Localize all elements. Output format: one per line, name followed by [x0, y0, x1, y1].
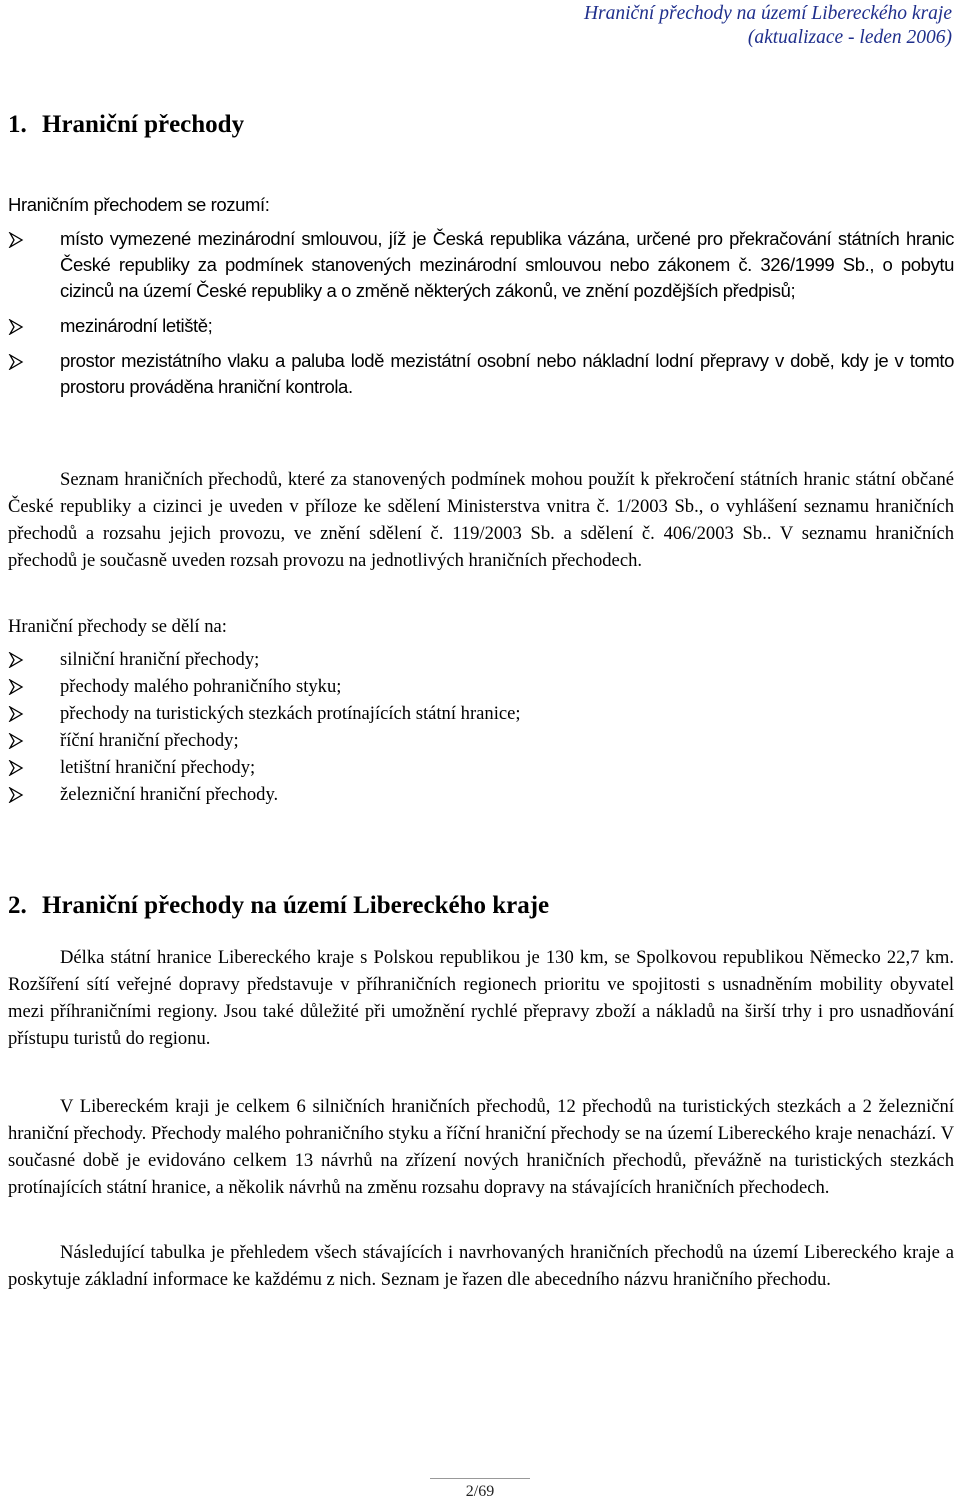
list-item — [8, 348, 954, 400]
list-item — [8, 673, 954, 700]
header-subtitle: (aktualizace - leden 2006) — [747, 27, 952, 48]
section-2-heading — [8, 891, 549, 921]
types-intro: Hraniční přechody se dělí na: — [8, 616, 227, 637]
list-item — [8, 646, 954, 673]
section-2-title: Hraniční přechody na území Libereckého kraje — [42, 892, 550, 919]
list-item — [8, 700, 954, 727]
arrowhead-bullet-icon — [8, 319, 24, 335]
arrowhead-bullet-icon — [8, 787, 24, 803]
arrowhead-bullet-icon — [8, 354, 24, 370]
arrowhead-bullet-icon — [8, 232, 24, 248]
list-item-text: přechody malého pohraničního styku; — [60, 676, 342, 697]
list-item-text: přechody na turistických stezkách protínajících státní hranice; — [60, 703, 521, 724]
section-1-heading — [8, 110, 244, 140]
page-number: 2/69 — [465, 1483, 495, 1500]
arrowhead-bullet-icon — [8, 652, 24, 668]
definition-intro: Hraničním přechodem se rozumí: — [8, 194, 270, 215]
footer-divider — [430, 1478, 530, 1479]
running-header — [584, 2, 952, 50]
list-item-text: letištní hraniční přechody; — [60, 757, 256, 778]
list-item — [8, 727, 954, 754]
list-item — [8, 313, 954, 339]
arrowhead-bullet-icon — [8, 760, 24, 776]
header-title: Hraniční přechody na území Libereckého kraje — [583, 3, 952, 24]
list-item-text: místo vymezené mezinárodní smlouvou, jíž je Česká republika vázána, určené pro překračování státních hranic České republiky za podmínek stanovených mezinárodní smlouvou nebo zákonem č. 326/1999 Sb., o pobytu cizinců na území České republiky a o změně některých zákonů, ve znění pozdějších předpisů; — [60, 228, 954, 301]
list-item-text: říční hraniční přechody; — [60, 730, 239, 751]
list-item-text: mezinárodní letiště; — [60, 315, 213, 336]
list-item — [8, 781, 954, 808]
list-item-text: silniční hraniční přechody; — [60, 649, 260, 670]
section-2-paragraph: Následující tabulka je přehledem všech stávajících i navrhovaných hraničních přechodů na území Libereckého kraje a poskytuje základní informace ke každému z nich. Seznam je řazen dle abecedního názvu hraničního přechodu. — [8, 1242, 954, 1290]
section-2-paragraph: Délka státní hranice Libereckého kraje s Polskou republikou je 130 km, se Spolkovou republikou Německo 22,7 km. Rozšíření sítí veřejné dopravy představuje v příhraničních regionech prioritu ve spojitosti s usnadněním mobility obyvatel mezi příhraničními regiony. Jsou také důležité při umožnění rychlé přepravy zboží a nákladů na širší trhy i pro usnadňování přístupu turistů do regionu. — [8, 947, 954, 1049]
arrowhead-bullet-icon — [8, 733, 24, 749]
list-item — [8, 754, 954, 781]
list-item-text: železniční hraniční přechody. — [60, 784, 279, 805]
section-1-title: Hraniční přechody — [42, 111, 245, 138]
arrowhead-bullet-icon — [8, 679, 24, 695]
section-1-number: 1. — [8, 111, 27, 138]
list-item-text: prostor mezistátního vlaku a paluba lodě mezistátní osobní nebo nákladní lodní přepravy v době, kdy je v tomto prostoru prováděna hraniční kontrola. — [60, 350, 954, 397]
section-2-paragraph: V Libereckém kraji je celkem 6 silničních hraničních přechodů, 12 přechodů na turistických stezkách a 2 železniční hraniční přechody. Přechody malého pohraničního styku a říční hraniční přechody se na území Libereckého kraje nenachází. V současné době je evidováno celkem 13 návrhů na zřízení nových hraničních přechodů, převážně na turistických stezkách protínajících státní hranice, a několik návrhů na změnu rozsahu dopravy na stávajících hraničních přechodech. — [8, 1096, 954, 1198]
section-2-number: 2. — [8, 892, 27, 919]
definition-list — [8, 226, 954, 400]
crossings-list-paragraph: Seznam hraničních přechodů, které za stanovených podmínek mohou použít k překročení státních hranic státní občané České republiky a cizinci je uveden v příloze ke sdělení Ministerstva vnitra č. 1/2003 Sb., o vyhlášení seznamu hraničních přechodů a rozsahu jejich provozu, ve znění sdělení č. 119/2003 Sb. a sdělení č. 406/2003 Sb.. V seznamu hraničních přechodů je současně uveden rozsah provozu na jednotlivých hraničních přechodech. — [8, 469, 954, 571]
crossing-types-list — [8, 646, 954, 808]
arrowhead-bullet-icon — [8, 706, 24, 722]
list-item — [8, 226, 954, 304]
